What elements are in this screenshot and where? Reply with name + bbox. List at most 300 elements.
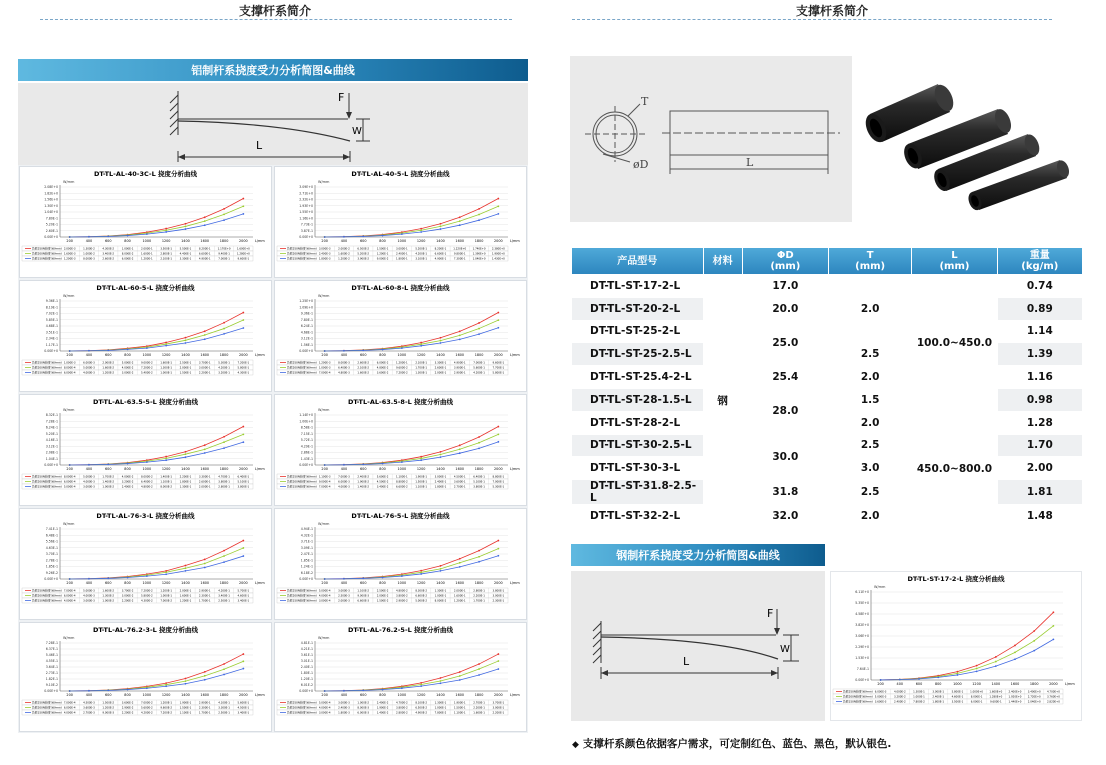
table-cell: 1.300E-1	[434, 589, 447, 593]
table-cell: 2.400E-1	[434, 480, 447, 484]
legend-entry: 负载250N挠度(W/mm)	[32, 700, 62, 705]
x-tick-label: 1600	[455, 693, 465, 697]
x-tick-label: 800	[379, 581, 386, 585]
data-point	[343, 690, 345, 692]
table-cell: 2.400E-2	[357, 475, 370, 479]
table-cell: 3.700E-1	[198, 361, 211, 365]
data-point	[497, 426, 499, 428]
x-tick-label: 200	[321, 581, 328, 585]
data-point	[420, 684, 422, 686]
deflection-chart-al-60-5	[19, 280, 272, 392]
legend-entry: 负载250N挠度(W/mm)	[32, 588, 62, 593]
y-tick-label: 1.04E-1	[45, 456, 58, 461]
table-cell: 1.000E-2	[102, 485, 115, 489]
table-cell: 6.400E-1	[473, 475, 485, 479]
x-tick-label: 200	[321, 353, 328, 357]
table-cell: 5.600E-2	[141, 706, 153, 710]
table-cell: 1.700E-1	[198, 711, 211, 715]
legend-entry: 负载150N挠度(W/mm)	[287, 370, 317, 375]
x-tick-label: 400	[340, 239, 348, 243]
data-point	[185, 680, 187, 682]
legend-entry: 负载150N挠度(W/mm)	[287, 484, 317, 489]
weight-cell: 0.89	[998, 298, 1082, 320]
y-tick-label: 7.28E-1	[45, 641, 58, 646]
x-tick-label: 600	[105, 239, 112, 243]
table-cell: 3.400E-2	[102, 252, 115, 256]
x-tick-label: 1400	[436, 581, 445, 585]
data-point	[440, 565, 442, 567]
data-point	[146, 233, 148, 235]
model-cell: DT-TL-ST-25-2.5-L	[572, 343, 703, 365]
data-point	[185, 456, 187, 458]
y-tick-label: 1.43E-1	[300, 456, 313, 461]
y-tick-label: 1.20E-1	[300, 677, 313, 682]
y-tick-label: 1.56E+0	[44, 197, 58, 202]
data-point	[401, 461, 403, 463]
data-point	[204, 671, 206, 673]
data-point	[324, 578, 326, 580]
table-cell: 1.220E+0	[453, 247, 467, 251]
data-point	[440, 677, 442, 679]
table-cell: 5.800E-2	[141, 594, 153, 598]
table-cell: 4.000E-4	[63, 711, 76, 715]
data-point	[478, 214, 480, 216]
x-tick-label: 2000	[494, 353, 503, 357]
table-cell: 3.500E-1	[951, 700, 964, 704]
data-point	[440, 223, 442, 225]
x-tick-label: 800	[379, 239, 386, 243]
table-cell: 2.400E-1	[932, 695, 945, 699]
legend-entry: 负载150N挠度(W/mm)	[287, 256, 317, 261]
data-point	[127, 235, 129, 237]
table-cell: 7.200E-2	[141, 366, 153, 370]
x-tick-label: 600	[105, 467, 112, 471]
x-tick-label: 1600	[455, 581, 465, 585]
y-tick-label: 0.00E+0	[44, 577, 58, 582]
y-tick-label: 6.48E-1	[45, 533, 58, 538]
table-cell: 2.400E-1	[396, 252, 408, 256]
thickness-label: T	[641, 95, 649, 108]
chart-y-label: W/mm	[63, 408, 75, 412]
table-cell: 1.100E-1	[453, 711, 466, 715]
weight-cell: 1.70	[998, 435, 1082, 457]
data-point	[362, 690, 364, 692]
table-cell: 8.200E-1	[198, 247, 211, 251]
x-tick-label: 1600	[455, 239, 465, 243]
table-cell: 2.000E-2	[102, 361, 115, 365]
thickness-cell: 2.5	[829, 343, 911, 365]
data-point	[1014, 658, 1016, 660]
table-cell: 1.100E-1	[396, 475, 408, 479]
table-cell: 1.440E+0	[1008, 700, 1022, 704]
x-tick-label: 400	[340, 581, 348, 585]
table-cell: 5.000E-4	[318, 589, 331, 593]
data-point	[204, 220, 206, 222]
y-tick-label: 3.09E-1	[300, 545, 313, 550]
table-cell: 2.700E-1	[473, 701, 485, 705]
chart-y-label: W/mm	[63, 522, 75, 526]
chart-x-label: L/mm	[510, 693, 520, 697]
table-cell: 4.600E-1	[237, 594, 250, 598]
data-point	[497, 660, 499, 662]
table-cell: 3.000E-1	[198, 366, 211, 370]
x-tick-label: 1800	[219, 467, 229, 471]
table-cell: 3.400E-1	[237, 599, 250, 603]
x-tick-label: 1000	[142, 353, 152, 357]
table-cell: 1.000E-1	[121, 247, 134, 251]
series-line	[70, 214, 244, 237]
chart-title: DT-TL-AL-40-5-L 挠度分析曲线	[351, 170, 450, 178]
table-cell: 2.200E-1	[492, 711, 505, 715]
y-tick-label: 4.55E-1	[45, 659, 58, 664]
chart-title: DT-TL-AL-60-8-L 挠度分析曲线	[351, 284, 450, 292]
table-cell: 1.800E-3	[318, 257, 331, 261]
table-cell: 1.430E+0	[491, 257, 505, 261]
table-row	[572, 321, 1082, 343]
series-line	[70, 654, 244, 691]
steel-banner: 钢制杆系挠度受力分析简图&曲线	[571, 544, 825, 566]
table-cell: 3.000E-3	[318, 247, 331, 251]
data-point	[459, 338, 461, 340]
x-tick-label: 600	[360, 581, 367, 585]
data-point	[185, 453, 187, 455]
x-tick-label: 2000	[494, 693, 503, 697]
legend-entry: 负载150N挠度(W/mm)	[32, 710, 62, 715]
legend-entry: 负载250N挠度(W/mm)	[32, 474, 62, 479]
x-tick-label: 1400	[436, 353, 445, 357]
x-tick-label: 1000	[397, 581, 407, 585]
table-cell: 2.800E-1	[473, 589, 485, 593]
data-point	[497, 653, 499, 655]
x-tick-label: 1200	[416, 353, 426, 357]
x-tick-label: 800	[124, 581, 131, 585]
deflection-chart-al-40-5	[274, 166, 527, 278]
table-cell: 7.000E-2	[160, 599, 172, 603]
table-cell: 4.200E-1	[415, 252, 427, 256]
data-point	[88, 690, 90, 692]
chart-title: DT-TL-ST-17-2-L 挠度分析曲线	[907, 575, 1005, 583]
table-cell: 7.000E-3	[338, 475, 350, 479]
table-cell: 8.000E-2	[434, 599, 447, 603]
table-cell: 2.820E+0	[1046, 700, 1060, 704]
data-point	[107, 577, 109, 579]
x-tick-label: 1800	[474, 353, 484, 357]
y-tick-label: 4.32E-1	[300, 533, 313, 538]
table-cell: 8.000E-3	[357, 706, 370, 710]
data-point	[165, 345, 167, 347]
table-cell: 8.000E-2	[141, 475, 153, 479]
table-cell: 4.000E-3	[83, 594, 95, 598]
x-tick-label: 1400	[436, 693, 445, 697]
length-cell: 100.0~450.0	[912, 275, 996, 411]
table-cell: 2.200E-1	[179, 475, 192, 479]
steel-force-label: F	[767, 607, 774, 620]
data-point	[223, 441, 225, 443]
data-point	[204, 675, 206, 677]
y-tick-label: 2.34E-1	[45, 336, 58, 341]
table-cell: 1.170E+0	[217, 247, 231, 251]
x-tick-label: 1000	[142, 693, 152, 697]
data-point	[185, 342, 187, 344]
table-cell: 8.000E-4	[63, 475, 76, 479]
data-point	[223, 555, 225, 557]
table-cell: 1.900E-1	[453, 701, 466, 705]
x-tick-label: 1200	[416, 693, 426, 697]
chart-title: DT-TL-AL-76.2-5-L 挠度分析曲线	[347, 626, 454, 634]
data-point	[343, 578, 345, 580]
thickness-cell: 2.0	[829, 366, 911, 388]
table-cell: 3.300E-1	[218, 706, 230, 710]
table-cell: 2.900E-1	[198, 701, 211, 705]
data-point	[420, 229, 422, 231]
data-point	[242, 653, 244, 655]
table-cell: 5.300E-1	[492, 485, 505, 489]
table-cell: 4.200E-1	[218, 366, 230, 370]
table-cell: 1.700E-2	[102, 475, 115, 479]
x-tick-label: 1200	[161, 353, 171, 357]
data-point	[69, 690, 71, 692]
chart-y-label: W/mm	[318, 636, 330, 640]
data-point	[382, 235, 384, 237]
table-cell: 4.500E-1	[453, 475, 466, 479]
chart-y-label: W/mm	[63, 294, 75, 298]
data-point	[242, 660, 244, 662]
table-cell: 1.900E+0	[491, 252, 505, 256]
table-cell: 1.400E-1	[160, 475, 172, 479]
data-point	[324, 690, 326, 692]
data-point	[1014, 645, 1016, 647]
table-cell: 1.280E+0	[989, 695, 1003, 699]
y-tick-label: 9.36E-1	[45, 299, 58, 304]
table-cell: 3.400E-2	[376, 485, 389, 489]
table-cell: 4.300E-2	[141, 599, 153, 603]
x-tick-label: 800	[379, 467, 386, 471]
data-point	[223, 663, 225, 665]
y-tick-label: 0.00E+0	[44, 235, 58, 240]
table-cell: 2.300E-1	[492, 599, 505, 603]
table-cell: 1.500E-1	[179, 371, 192, 375]
data-point	[127, 348, 129, 350]
chart-svg	[275, 281, 526, 391]
table-cell: 2.200E-1	[198, 371, 211, 375]
table-cell: 1.600E-1	[141, 252, 153, 256]
data-point	[165, 456, 167, 458]
data-point	[204, 444, 206, 446]
x-tick-label: 1600	[455, 353, 465, 357]
table-cell: 2.200E-2	[121, 599, 134, 603]
data-point	[343, 350, 345, 352]
table-cell: 2.000E-2	[376, 594, 389, 598]
length-cell: 450.0~800.0	[912, 412, 996, 527]
table-cell: 6.000E-3	[874, 690, 887, 694]
data-point	[223, 668, 225, 670]
table-cell: 5.400E-2	[141, 371, 153, 375]
chart-svg	[275, 509, 526, 619]
chart-title: DT-TL-AL-63.5-5-L 挠度分析曲线	[92, 398, 199, 406]
x-tick-label: 1200	[416, 239, 426, 243]
table-cell: 6.400E-1	[237, 475, 250, 479]
data-point	[976, 668, 978, 670]
chart-y-label: W/mm	[318, 408, 330, 412]
table-cell: 1.000E-1	[434, 706, 447, 710]
weight-cell: 2.00	[998, 457, 1082, 479]
x-tick-label: 600	[360, 353, 367, 357]
left-title-rule	[40, 19, 512, 20]
table-cell: 7.000E-4	[318, 485, 331, 489]
y-tick-label: 1.80E-1	[300, 671, 313, 676]
table-cell: 1.600E-3	[63, 252, 76, 256]
diameter-label: øD	[633, 158, 649, 171]
x-tick-label: 2000	[494, 239, 503, 243]
data-point	[478, 674, 480, 676]
table-cell: 1.200E-1	[376, 252, 389, 256]
data-point	[420, 228, 422, 230]
table-cell: 1.300E-1	[913, 690, 925, 694]
data-point	[497, 434, 499, 436]
data-point	[420, 573, 422, 575]
data-point	[459, 448, 461, 450]
right-page-title: 支撑杆系简介	[795, 4, 868, 18]
table-cell: 9.600E-2	[160, 706, 172, 710]
table-cell: 3.000E-4	[318, 599, 331, 603]
table-cell: 3.400E-1	[218, 594, 230, 598]
table-cell: 5.000E-2	[415, 599, 427, 603]
table-cell: 1.100E-2	[357, 589, 370, 593]
table-cell: 2.400E+0	[1008, 690, 1022, 694]
x-tick-label: 1200	[416, 581, 426, 585]
data-point	[478, 219, 480, 221]
data-point	[223, 208, 225, 210]
length-label: L	[256, 139, 263, 152]
data-point	[918, 678, 920, 680]
y-tick-label: 5.20E-1	[45, 222, 58, 227]
table-cell: 1.400E-2	[357, 485, 370, 489]
force-label: F	[338, 91, 345, 104]
deflection-chart-al-60-8	[274, 280, 527, 392]
table-cell: 3.300E-1	[434, 361, 447, 365]
data-point	[440, 454, 442, 456]
table-cell: 2.600E-2	[102, 257, 115, 261]
table-cell: 1.600E-1	[160, 361, 172, 365]
data-point	[165, 228, 167, 230]
data-point	[185, 565, 187, 567]
chart-svg	[20, 395, 271, 505]
table-cell: 3.400E+0	[1027, 690, 1041, 694]
x-tick-label: 1400	[436, 239, 445, 243]
data-point	[401, 575, 403, 577]
header-length: L (mm)	[912, 248, 996, 274]
y-tick-label: 0.00E+0	[299, 235, 313, 240]
steel-diagram-drawing	[571, 571, 825, 721]
x-tick-label: 1000	[142, 581, 152, 585]
data-point	[204, 559, 206, 561]
table-cell: 2.500E-1	[218, 599, 230, 603]
table-cell: 4.200E-1	[473, 371, 485, 375]
table-cell: 2.400E-3	[338, 706, 350, 710]
deflection-label: W	[352, 126, 362, 137]
table-cell: 1.000E-1	[160, 371, 172, 375]
data-point	[242, 555, 244, 557]
y-tick-label: 1.85E-1	[300, 558, 313, 563]
x-tick-label: 1000	[142, 239, 152, 243]
table-row	[572, 389, 1082, 411]
table-cell: 3.800E-1	[492, 589, 505, 593]
table-cell: 5.000E-3	[83, 475, 95, 479]
table-cell: 1.300E-1	[415, 371, 427, 375]
y-tick-label: 3.70E-1	[45, 552, 58, 557]
weight-cell: 1.48	[998, 505, 1082, 527]
data-point	[478, 561, 480, 563]
data-point	[497, 668, 499, 670]
data-point	[478, 550, 480, 552]
table-cell: 7.000E-2	[141, 701, 153, 705]
data-point	[497, 312, 499, 314]
table-cell: 6.000E-2	[121, 257, 134, 261]
table-cell: 2.600E-1	[198, 480, 211, 484]
data-point	[107, 463, 109, 465]
table-row	[572, 435, 1082, 457]
diameter-cell: 25.4	[743, 366, 828, 388]
x-tick-label: 800	[124, 353, 131, 357]
y-tick-label: 6.24E-1	[300, 324, 313, 329]
header-weight: 重量 (kg/m)	[998, 248, 1082, 274]
table-cell: 6.000E-4	[63, 706, 76, 710]
table-row	[572, 505, 1082, 527]
x-tick-label: 600	[360, 467, 367, 471]
data-point	[497, 441, 499, 443]
table-cell: 1.400E-2	[376, 711, 389, 715]
y-tick-label: 3.64E-1	[45, 665, 58, 670]
table-cell: 4.800E-3	[338, 371, 350, 375]
legend-entry: 负载150N挠度(W/mm)	[287, 598, 317, 603]
model-cell: DT-TL-ST-32-2-L	[572, 505, 703, 527]
table-cell: 3.000E-3	[338, 701, 350, 705]
data-point	[185, 226, 187, 228]
legend-entry: 负载200N挠度(W/mm)	[32, 479, 62, 484]
y-tick-label: 5.20E-1	[45, 431, 58, 436]
y-tick-label: 3.12E-1	[300, 336, 313, 341]
x-tick-label: 600	[360, 693, 367, 697]
data-point	[324, 464, 326, 466]
deflection-chart-al-63-5-5	[19, 394, 272, 506]
y-tick-label: 0.00E+0	[299, 349, 313, 354]
y-tick-label: 7.73E-1	[300, 222, 313, 227]
legend-entry: 负载150N挠度(W/mm)	[32, 256, 62, 261]
y-tick-label: 9.36E-1	[300, 311, 313, 316]
table-cell: 3.200E-1	[218, 371, 230, 375]
model-cell: DT-TL-ST-20-2-L	[572, 298, 703, 320]
data-point	[107, 349, 109, 351]
table-cell: 7.800E-2	[434, 711, 447, 715]
data-point	[165, 682, 167, 684]
table-cell: 1.280E+0	[236, 252, 250, 256]
table-cell: 6.500E-2	[357, 247, 370, 251]
data-point	[242, 198, 244, 200]
table-cell: 1.500E-1	[376, 247, 389, 251]
y-tick-label: 2.47E-1	[300, 552, 313, 557]
data-point	[440, 337, 442, 339]
data-point	[459, 562, 461, 564]
data-point	[223, 333, 225, 335]
table-cell: 6.000E-3	[83, 361, 95, 365]
legend-entry: 负载200N挠度(W/mm)	[287, 705, 317, 710]
table-cell: 7.000E-1	[492, 480, 505, 484]
data-point	[223, 219, 225, 221]
table-cell: 2.900E-1	[198, 589, 211, 593]
table-cell: 3.600E-1	[453, 480, 466, 484]
thickness-cell: 2.0	[829, 275, 911, 342]
data-point	[1033, 630, 1035, 632]
